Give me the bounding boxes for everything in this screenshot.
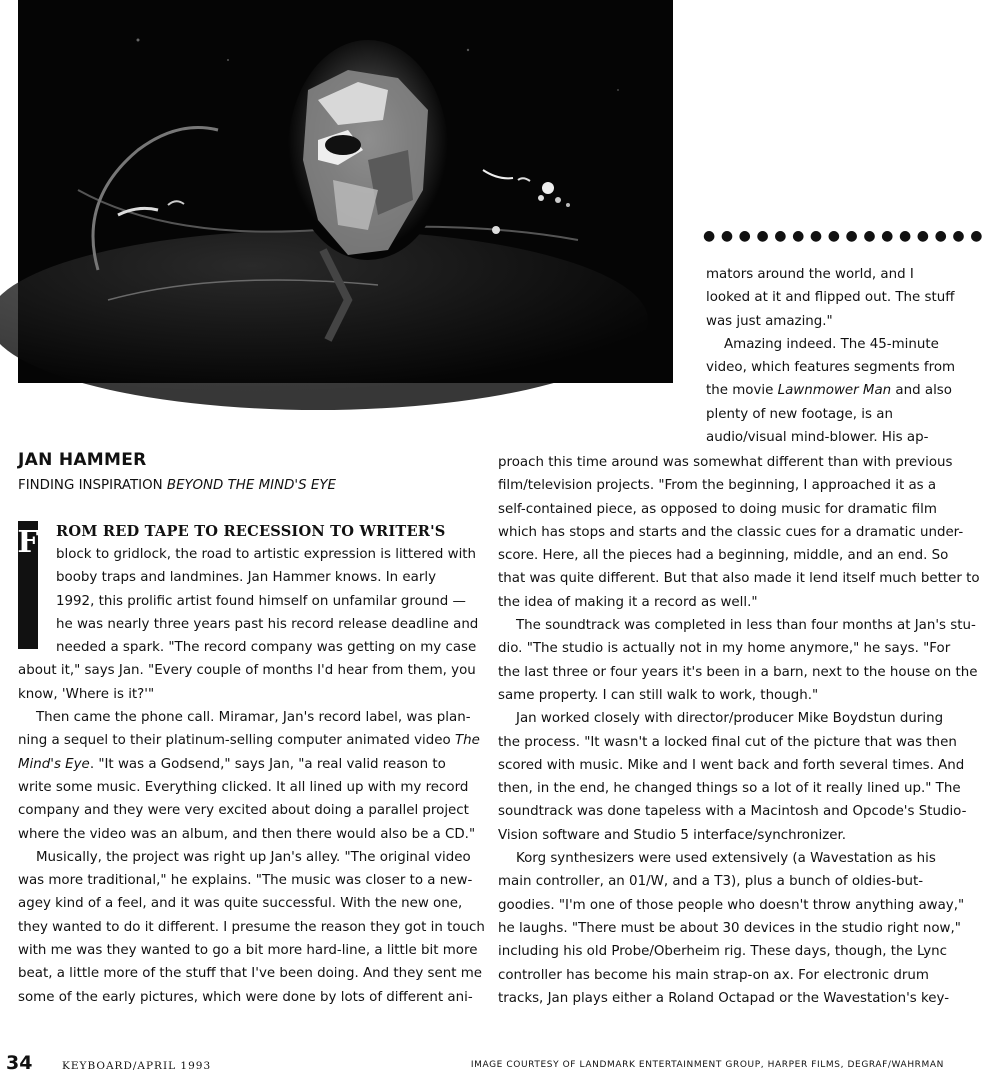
text-span: ning a sequel to their platinum-selling computer animated video: [18, 733, 455, 749]
text-line: the process. "It wasn't a locked final cut of the picture that was then: [498, 734, 957, 750]
video-title-part: The: [454, 733, 480, 749]
text-line: about it," says Jan. "Every couple of months I'd hear from them, you: [18, 663, 476, 679]
text-line: where the video was an album, and then there would also be a CD.": [18, 826, 476, 842]
decorative-dots: ●●●●●●●●●●●●●●●●: [703, 228, 988, 244]
text-line: Jan worked closely with director/producer Mike Boydstun during: [516, 711, 944, 727]
text-line: the idea of making it a record as well.": [498, 594, 758, 610]
right-column-body: [498, 451, 980, 1010]
text-line: booby traps and landmines. Jan Hammer knows. In early: [56, 570, 437, 586]
article-photo: [18, 0, 673, 383]
text-line: was more traditional," he explains. "The music was closer to a new-: [18, 873, 473, 889]
left-column-body: [18, 543, 485, 1009]
text-line: audio/visual mind-blower. His ap-: [706, 430, 929, 446]
movie-title: Lawnmower Man: [777, 383, 892, 399]
video-title: Mind's Eye: [18, 756, 90, 772]
article-title: JAN HAMMER: [18, 450, 147, 470]
text-line: was just amazing.": [706, 313, 833, 329]
text-line: block to gridlock, the road to artistic expression is littered with: [56, 547, 477, 562]
text-line: mators around the world, and I: [706, 267, 914, 282]
text-line: proach this time around was somewhat different than with previous: [498, 455, 953, 470]
text-line: looked at it and flipped out. The stuff: [706, 290, 955, 306]
photo-illustration: [18, 0, 673, 383]
text-line: then, in the end, he changed things so a lot of it really lined up." The: [498, 781, 961, 797]
text-line: tracks, Jan plays either a Roland Octapad or the Wavestation's key-: [498, 990, 950, 1006]
text-line: soundtrack was done tapeless with a Macintosh and Opcode's Studio-: [498, 804, 967, 820]
text-line: [18, 729, 480, 752]
text-line: with me was they wanted to go a bit more hard-line, a little bit more: [18, 943, 478, 959]
text-line: main controller, an 01/W, and a T3), plus a bunch of oldies-but-: [498, 874, 924, 890]
text-line: scored with music. Mike and I went back and forth several times. And: [498, 757, 965, 773]
text-line: some of the early pictures, which were done by lots of different ani-: [18, 989, 473, 1005]
text-line: film/television projects. "From the beginning, I approached it as a: [498, 478, 937, 494]
lead-in-caps: ROM RED TAPE TO RECESSION TO WRITER'S: [56, 523, 446, 540]
right-column-top: [706, 263, 956, 449]
text-line: needed a spark. "The record company was getting on my case: [56, 640, 477, 656]
text-line: self-contained piece, as opposed to doing music for dramatic film: [498, 501, 937, 517]
image-credit: IMAGE COURTESY OF LANDMARK ENTERTAINMENT GROUP, HARPER FILMS, DEGRAF/WAHRMAN: [470, 1060, 944, 1070]
text-line: he was nearly three years past his record release deadline and: [56, 616, 479, 632]
text-line: controller has become his main strap-on ax. For electronic drum: [498, 967, 929, 983]
text-line: write some music. Everything clicked. It all lined up with my record: [18, 779, 469, 795]
text-line: video, which features segments from: [706, 360, 956, 376]
drop-cap: F: [18, 521, 38, 649]
text-line: Vision software and Studio 5 interface/synchronizer.: [498, 827, 846, 843]
text-line: Then came the phone call. Miramar, Jan's record label, was plan-: [36, 710, 471, 726]
text-line: which has stops and starts and the classic cues for a dramatic under-: [498, 524, 964, 540]
magazine-issue: KEYBOARD/APRIL 1993: [62, 1060, 212, 1072]
text-line: score. Here, all the pieces had a beginning, middle, and an end. So: [498, 548, 949, 564]
text-line: Musically, the project was right up Jan's alley. "The original video: [36, 849, 471, 865]
subtitle-lead: FINDING INSPIRATION: [18, 478, 167, 493]
text-line: same property. I can still walk to work, though.": [498, 687, 819, 703]
text-line: The soundtrack was completed in less than four months at Jan's stu-: [516, 618, 976, 634]
text-line: that was quite different. But that also made it lend itself much better to: [498, 571, 980, 587]
text-line: [18, 753, 461, 776]
text-line: company and they were very excited about doing a parallel project: [18, 803, 469, 819]
text-line: goodies. "I'm one of those people who doesn't throw anything away,": [498, 897, 965, 913]
text-line: Korg synthesizers were used extensively (a Wavestation as his: [516, 851, 936, 867]
text-line: including his old Probe/Oberheim rig. These days, though, the Lync: [498, 944, 948, 960]
text-line: the last three or four years it's been in a barn, next to the house on the: [498, 664, 978, 680]
text-line: plenty of new footage, is an: [706, 406, 893, 422]
text-line: Amazing indeed. The 45-minute: [724, 336, 939, 352]
text-line: 1992, this prolific artist found himself on unfamilar ground —: [56, 593, 466, 609]
page-number: 34: [6, 1052, 33, 1074]
text-line: know, 'Where is it?'": [18, 686, 155, 702]
text-span: . "It was a Godsend," says Jan, "a real valid reason to: [89, 756, 446, 772]
text-line: he laughs. "There must be about 30 devices in the studio right now,": [498, 920, 961, 936]
text-line: [706, 379, 952, 402]
subtitle-italic: BEYOND THE MIND'S EYE: [166, 478, 336, 493]
text-line: dio. "The studio is actually not in my home anymore," he says. "For: [498, 641, 951, 657]
text-line: agey kind of a feel, and it was quite successful. With the new one,: [18, 896, 463, 912]
text-line: beat, a little more of the stuff that I've been doing. And they sent me: [18, 966, 483, 982]
text-span: and also: [891, 383, 952, 399]
article-subtitle: [18, 478, 336, 493]
text-span: the movie: [706, 383, 778, 399]
text-line: they wanted to do it different. I presume the reason they got in touch: [18, 919, 485, 935]
